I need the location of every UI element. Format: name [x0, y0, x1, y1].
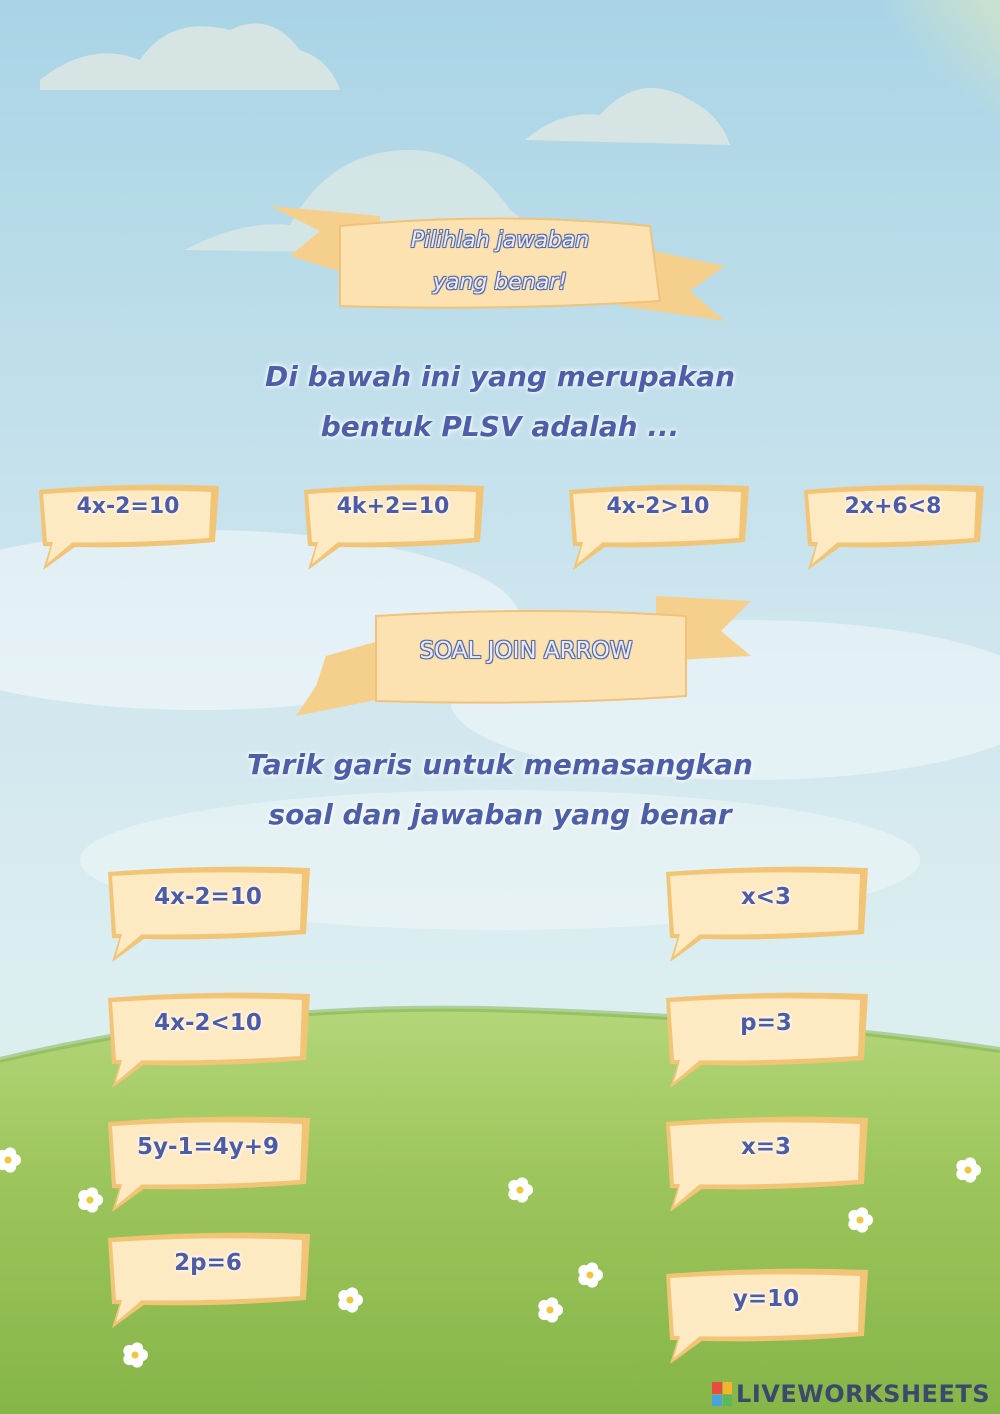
option-2-button-label: 4k+2=10 — [336, 494, 450, 519]
join-left-item-3-label: 5y-1=4y+9 — [136, 1134, 280, 1160]
join-right-item-1[interactable] — [660, 862, 872, 962]
instruction-line-1: Pilihlah jawaban — [410, 228, 590, 253]
section-banner — [296, 596, 756, 721]
question-2-line-1: Tarik garis untuk memasangkan — [247, 748, 753, 781]
question-2-line-2: soal dan jawaban yang benar — [268, 798, 732, 831]
question-1-line-2: bentuk PLSV adalah ... — [320, 410, 680, 443]
option-1-button-label: 4x-2=10 — [76, 494, 180, 519]
instruction-banner — [270, 196, 730, 331]
option-3-button-label: 4x-2>10 — [606, 494, 710, 519]
logo-mark-icon — [712, 1382, 732, 1406]
join-right-item-2-label: p=3 — [740, 1010, 792, 1036]
option-1-button[interactable] — [33, 480, 223, 570]
flower-icon — [87, 1197, 94, 1204]
flower-icon — [587, 1272, 594, 1279]
brand-name: LIVEWORKSHEETS — [736, 1380, 990, 1408]
flower-icon — [347, 1297, 354, 1304]
join-left-item-1[interactable] — [102, 862, 314, 962]
join-right-item-3[interactable] — [660, 1112, 872, 1212]
option-3-button[interactable] — [563, 480, 753, 570]
flower-icon — [517, 1187, 524, 1194]
question-1-line-1: Di bawah ini yang merupakan — [264, 360, 735, 393]
join-left-item-3[interactable] — [102, 1112, 314, 1212]
join-left-item-1-label: 4x-2=10 — [154, 884, 262, 910]
join-left-item-2-label: 4x-2<10 — [154, 1010, 262, 1036]
join-right-item-4[interactable] — [660, 1264, 872, 1364]
join-left-item-4[interactable] — [102, 1228, 314, 1328]
liveworksheets-logo — [712, 1378, 990, 1410]
join-left-item-2[interactable] — [102, 988, 314, 1088]
join-right-item-3-label: x=3 — [740, 1134, 792, 1160]
flower-icon — [857, 1217, 864, 1224]
flower-icon — [132, 1352, 139, 1359]
join-right-item-1-label: x<3 — [740, 884, 792, 910]
section-title: SOAL JOIN ARROW — [419, 638, 633, 664]
join-right-item-4-label: y=10 — [732, 1286, 800, 1312]
flower-icon — [965, 1167, 972, 1174]
join-right-item-2[interactable] — [660, 988, 872, 1088]
join-left-item-4-label: 2p=6 — [174, 1250, 242, 1276]
option-4-button[interactable] — [798, 480, 988, 570]
flower-icon — [5, 1157, 12, 1164]
instruction-line-2: yang benar! — [432, 270, 568, 295]
option-2-button[interactable] — [298, 480, 488, 570]
flower-icon — [547, 1307, 554, 1314]
option-4-button-label: 2x+6<8 — [844, 494, 942, 519]
